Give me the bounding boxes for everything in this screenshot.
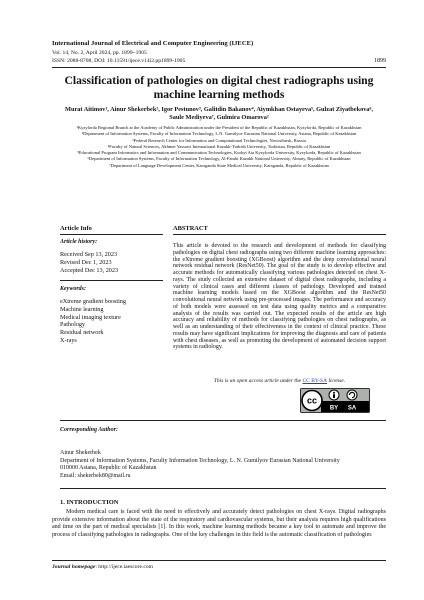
journal-name: International Journal of Electrical and Computer Engineering (IJECE)	[52, 40, 254, 47]
cc-by-sa-icon	[300, 388, 370, 413]
keyword-item: Pathology	[60, 321, 86, 329]
journal-homepage	[52, 564, 153, 570]
open-access-prefix: This is an open access article under the	[213, 378, 303, 384]
by-mark: BY	[329, 405, 339, 412]
corresponding-details	[60, 450, 380, 480]
history-item: Received Sep 13, 2023	[60, 251, 118, 258]
keyword-item: eXtreme gradient boosting	[60, 298, 126, 305]
info-rule-mid	[60, 280, 163, 281]
open-access-note	[173, 378, 386, 384]
corresponding-heading: Corresponding Author:	[60, 427, 118, 433]
affiliation: ⁶Department of Information Systems, Faculty of Information Technology, Al-Farabi Kazakh National University, Almaty, Republic of Kazakhstan	[87, 156, 351, 162]
keyword-item: X-rays	[60, 336, 77, 344]
affiliation: ⁴Faculty of Natural Sciences, Akhmet Yassawi International Kazakh-Turkish University, Turkistan, Republic of Kazakhstan	[107, 143, 331, 149]
abstract-rule-bottom	[60, 420, 386, 421]
history-item: Accepted Dec 13, 2023	[60, 266, 119, 274]
intro-paragraph: Modern medical care is faced with the need to effectively and accurately detect pathologies on chest X-rays. Digital radiographs provide extensive information about the state of the respiratory and cardiovascular systems, but their analysis requires high qualifications and time on the part of medical specialists [1]. In this work, machine learning methods became a key tool to automate and improve the process of classifying pathologies in radiographs. One of the key challenges in this field is the automatic classification of pathologies	[52, 509, 386, 539]
abstract-rule-top	[173, 234, 386, 235]
affiliation: ²Department of Information Systems, Faculty of Information Technology, L.N. Gumilyov Eurasian National University, Astana, Republic of Kazakhstan	[81, 131, 357, 137]
header-divider	[52, 67, 386, 68]
affiliations	[60, 125, 378, 169]
open-access-suffix: license.	[327, 378, 346, 384]
corresponding-address: 010000 Astana, Republic of Kazakhstan	[60, 465, 157, 472]
affiliation: ⁷Department of Language Development Center, Karaganda State Medical University, Karaganda, Republic of Kazakhstan	[109, 162, 329, 168]
keyword-item: Medical imaging texture	[60, 313, 121, 321]
section-heading: 1. INTRODUCTION	[60, 499, 119, 506]
license-link[interactable]: CC BY-SA	[302, 378, 328, 384]
paper-title: Classification of pathologies on digital chest radiographs using machine learning methods	[64, 74, 374, 101]
abstract-text: This article is devoted to the research and development of methods for classifying pathologies on digital chest radiographs using two different machine learning approaches: the eXtreme gradient boosting (XGBoost) algorithm and the deep convolutional neural network residual network (ResNet50). The goal of the study is to develop effective and accurate methods for automatically classifying various pathologies detected on chest X-rays. The study collected an extensive dataset of digital chest radiographs, including a variety of clinical cases and different classes of pathology. Developed and trained machine learning models based on the XGBoost algorithm and the ResNet50 convolutional neural network using pre-processed images. The performance and accuracy of both models were assessed on test data using quality metrics and a comparative analysis of the results was carried out. The expected results of the article are high accuracy and reliability of methods for classifying pathologies on chest radiographs, as well as an understanding of their effectiveness in the context of clinical practice. These results may have significant implications for improving the diagnosis and care of patients with chest diseases, as well as promoting the development of automated decision support systems in radiology.	[173, 243, 386, 351]
homepage-label: Journal homepage	[52, 564, 96, 570]
cc-license-badge[interactable]	[300, 388, 370, 413]
abstract-heading: ABSTRACT	[173, 225, 208, 232]
keyword-list	[60, 298, 126, 345]
corresponding-dept: Department of Information Systems, Faculty Information Technology, L. N. Gumilyov Eurasian National University	[60, 457, 340, 464]
corresponding-email[interactable]: Email: shekerbek80@mail.ru	[60, 472, 131, 479]
corresponding-name: Ainur Shekerbek	[60, 450, 101, 456]
history-heading: Article history:	[60, 239, 98, 245]
corr-rule-bottom	[60, 488, 386, 489]
page-number: 1899	[374, 58, 386, 64]
keyword-item: Machine learning	[60, 305, 104, 313]
history-list	[60, 251, 118, 274]
affiliation: ³Federal Research Center for Information and Computational Technologies, Novosibirsk, Russia	[132, 137, 306, 143]
keywords-heading: Keywords:	[60, 286, 86, 292]
affiliation: ⁵Educational Program Informatics and Information and Communication Technologies, Korkyt Ata Kyzylorda University, Kyzylorda, Republic of Kazakhstan	[77, 150, 361, 156]
sa-mark: SA	[347, 405, 357, 412]
author-list: Murat Aitimov¹, Ainur Shekerbek², Igor Pestunov³, Galitdin Bakanov⁴, Aiymkhan Ostayeva⁵, Gulzat Ziyatbekova⁶, Saule Mediyeva⁷, Gulmira Omarova²	[65, 106, 373, 121]
issn-doi: ISSN: 2088-8708, DOI: 10.11591/ijece.v14i2.pp1899-1905	[52, 58, 186, 64]
cc-mark: cc	[306, 395, 318, 406]
article-info-heading: Article Info	[60, 225, 92, 232]
homepage-url[interactable]: : http://ijece.iaescore.com	[95, 564, 153, 570]
footer-divider	[52, 560, 386, 561]
affiliation: ¹Kyzylorda Regional Branch at the Academy of Public Administration under the President of the Republic of Kazakhstan, Kyzylorda, Republic of Kazakhstan	[76, 125, 362, 130]
keyword-item: Residual network	[60, 329, 104, 337]
history-item: Revised Dec 1, 2023	[60, 258, 112, 266]
info-rule-top	[60, 234, 163, 235]
volume-info: Vol. 14, No. 2, April 2024, pp. 1899~1905	[52, 50, 147, 56]
